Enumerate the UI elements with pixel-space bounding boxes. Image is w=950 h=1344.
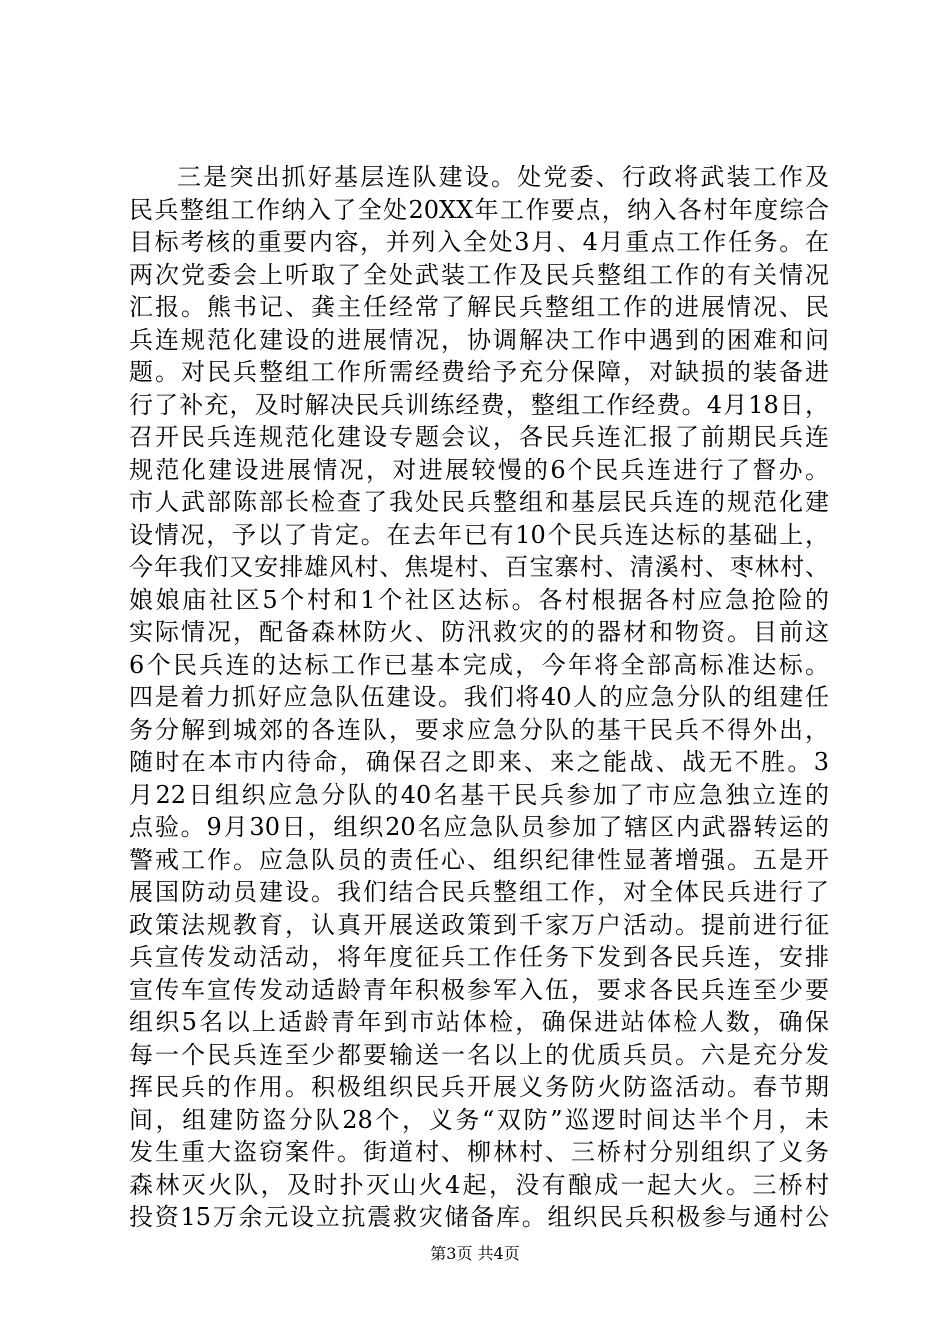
text-line: 兵宣传发动活动，将年度征兵工作任务下发到各民兵连，安排: [129, 943, 829, 971]
text-line: 月22日组织应急分队的40名基干民兵参加了市应急独立连的: [129, 780, 829, 809]
text-line: 召开民兵连规范化建设专题会议，各民兵连汇报了前期民兵连: [129, 423, 829, 451]
text-line: 展国防动员建设。我们结合民兵整组工作，对全体民兵进行了: [129, 878, 829, 906]
text-line: 今年我们又安排雄风村、焦堤村、百宝寨村、清溪村、枣林村、: [129, 553, 829, 581]
text-line: 点验。9月30日，组织20名应急队员参加了辖区内武器转运的: [129, 813, 829, 841]
text-line: 宣传车宣传发动适龄青年积极参军入伍，要求各民兵连至少要: [129, 975, 829, 1004]
text-line: 四是着力抓好应急队伍建设。我们将40人的应急分队的组建任: [129, 683, 829, 711]
text-line: 兵连规范化建设的进展情况，协调解决工作中遇到的困难和问: [129, 325, 829, 354]
text-line: 市人武部陈部长检查了我处民兵整组和基层民兵连的规范化建: [129, 488, 829, 516]
text-line: 民兵整组工作纳入了全处20XX年工作要点，纳入各村年度综合: [129, 195, 829, 224]
body-text: [129, 161, 829, 1234]
text-line: 政策法规教育，认真开展送政策到千家万户活动。提前进行征: [129, 910, 829, 939]
text-line: 两次党委会上听取了全处武装工作及民兵整组工作的有关情况: [129, 260, 829, 289]
text-line: 间，组建防盗分队28个，义务“双防”巡逻时间达半个月，未: [129, 1105, 829, 1134]
text-line: 警戒工作。应急队员的责任心、组织纪律性显著增强。五是开: [129, 845, 829, 874]
text-line: 目标考核的重要内容，并列入全处3月、4月重点工作任务。在: [129, 228, 829, 256]
text-line: 三是突出抓好基层连队建设。处党委、行政将武装工作及: [177, 163, 829, 191]
text-line: 汇报。熊书记、龚主任经常了解民兵整组工作的进展情况、民: [129, 293, 829, 321]
text-line: 娘娘庙社区5个村和1个社区达标。各村根据各村应急抢险的: [129, 585, 829, 614]
text-line: 行了补充，及时解决民兵训练经费，整组工作经费。4月18日，: [129, 390, 829, 419]
text-line: 森林灭火队，及时扑灭山火4起，没有酿成一起大火。三桥村: [129, 1170, 829, 1199]
text-line: 实际情况，配备森林防火、防汛救灾的的器材和物资。目前这: [129, 618, 829, 646]
text-line: 随时在本市内待命，确保召之即来、来之能战、战无不胜。3: [129, 748, 829, 776]
text-line: 题。对民兵整组工作所需经费给予充分保障，对缺损的装备进: [129, 358, 829, 386]
text-line: 设情况，予以了肯定。在去年已有10个民兵连达标的基础上，: [129, 520, 829, 549]
text-line: 规范化建设进展情况，对进展较慢的6个民兵连进行了督办。: [129, 455, 829, 484]
text-line: 6个民兵连的达标工作已基本完成，今年将全部高标准达标。: [129, 650, 829, 679]
text-line: 组织5名以上适龄青年到市站体检，确保进站体检人数，确保: [129, 1008, 829, 1036]
text-line: 投资15万余元设立抗震救灾储备库。组织民兵积极参与通村公: [129, 1203, 829, 1231]
text-line: 每一个民兵连至少都要输送一名以上的优质兵员。六是充分发: [129, 1040, 829, 1069]
page-number: 第3页 共4页: [430, 1244, 520, 1263]
text-line: 务分解到城郊的各连队，要求应急分队的基干民兵不得外出，: [129, 715, 829, 744]
text-line: 挥民兵的作用。积极组织民兵开展义务防火防盗活动。春节期: [129, 1073, 829, 1101]
page-footer: [0, 1244, 950, 1264]
text-line: 发生重大盗窃案件。街道村、柳林村、三桥村分别组织了义务: [129, 1138, 829, 1166]
